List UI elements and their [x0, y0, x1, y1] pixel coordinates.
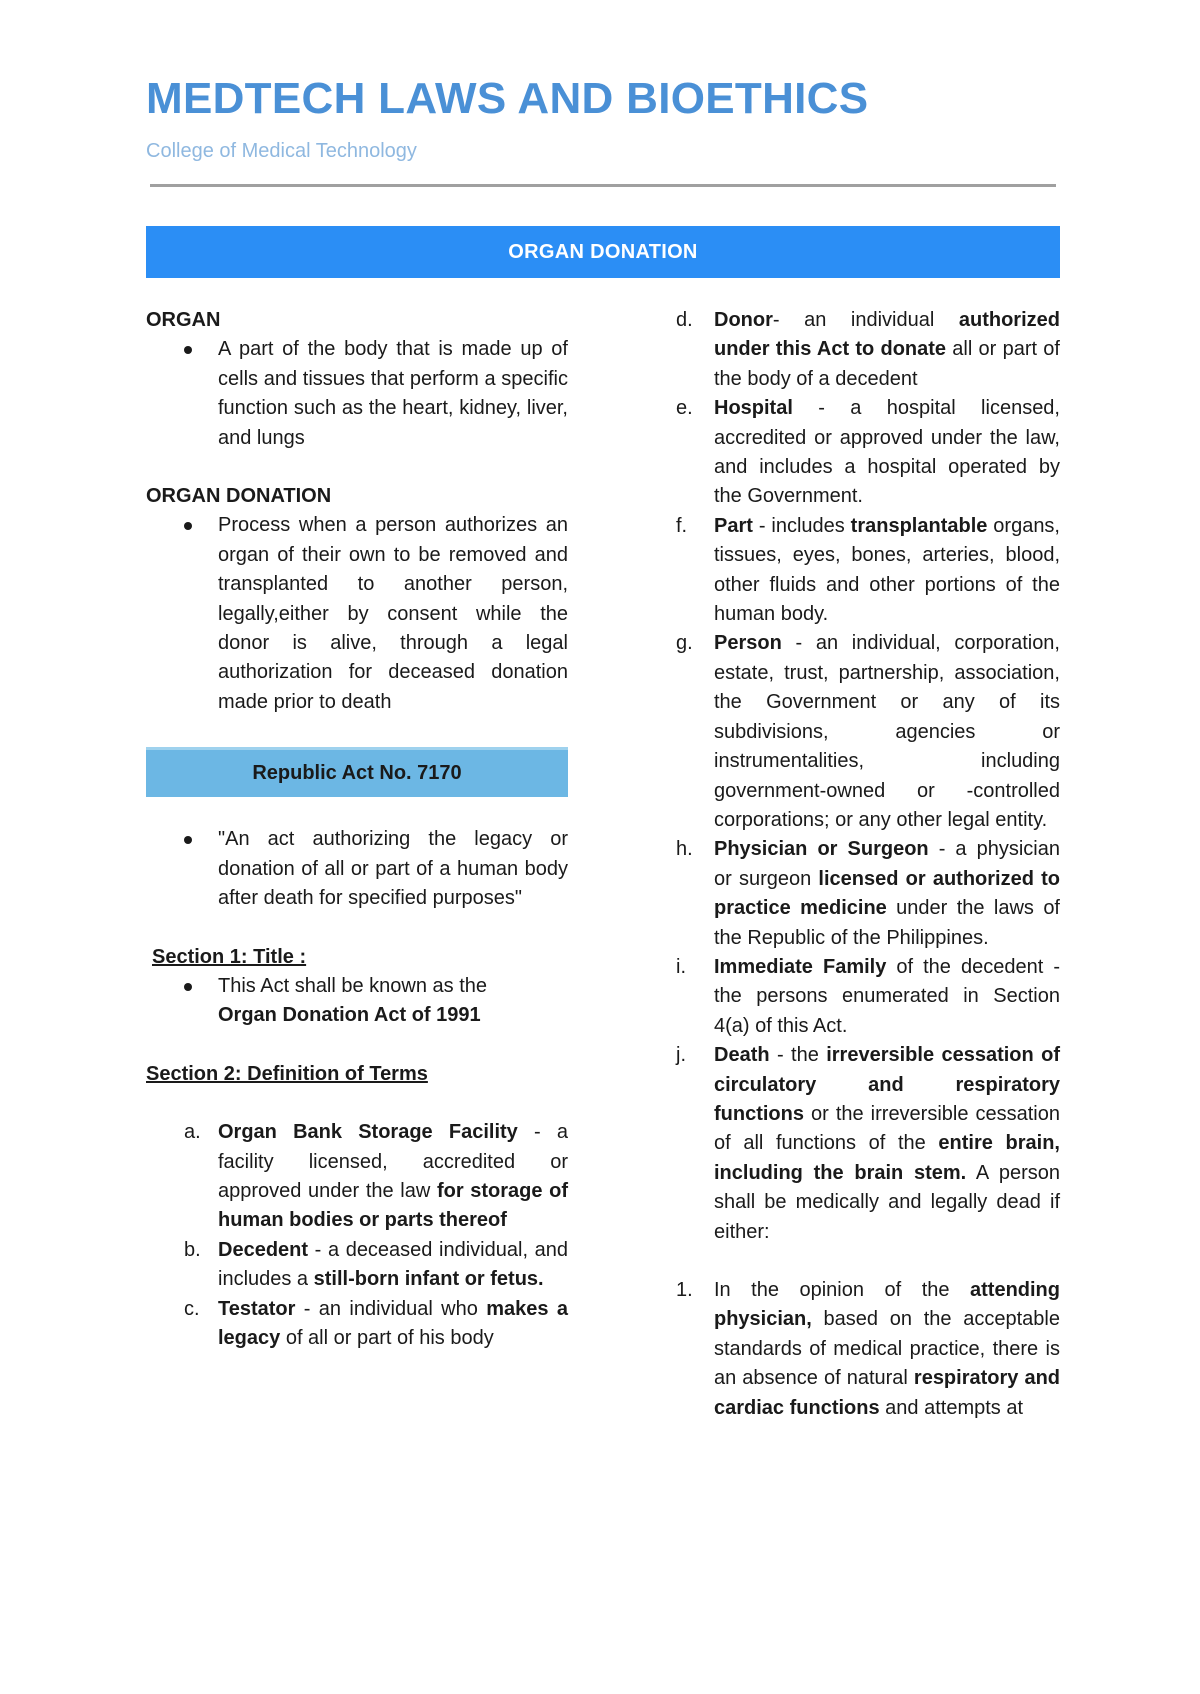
term-item: g. Person - an individual, corporation, estate, trust, partnership, association, the Government or any of its subdivisions, agencies or instrumentalities, including government-owned or -controlled corporations; or any other legal entity.	[676, 632, 1060, 831]
organ-donation-heading: ORGAN DONATION	[146, 485, 332, 508]
republic-act-quote: "An act authorizing the legacy or donation of all or part of a human body after death for specified purposes"	[146, 825, 568, 913]
term-item: h. Physician or Surgeon - a physician or surgeon licensed or authorized to practice medicine under the laws of the Republic of the Philippines.	[676, 838, 1060, 949]
section-1-text: This Act shall be known as the Organ Donation Act of 1991	[146, 972, 568, 1031]
bullet-icon	[184, 522, 192, 530]
section-banner: ORGAN DONATION	[146, 226, 1060, 278]
left-column	[146, 306, 568, 1353]
organ-heading: ORGAN	[146, 309, 221, 331]
term-item: a. Organ Bank Storage Facility - a facility licensed, accredited or approved under the law for storage of human bodies or parts thereof	[184, 1121, 569, 1232]
document-subtitle: College of Medical Technology	[146, 140, 417, 162]
section-2-title: Section 2: Definition of Terms	[146, 1062, 428, 1085]
term-item: c. Testator - an individual who makes a legacy of all or part of his body	[184, 1297, 568, 1349]
organ-donation-definition: Process when a person authorizes an organ of their own to be removed and transplanted to another person, legally,either by consent while the donor is alive, through a legal authorization for deceased donation made prior to death	[146, 511, 568, 717]
bullet-icon	[184, 346, 192, 354]
section-1-title: Section 1: Title :	[152, 945, 307, 968]
right-column	[676, 306, 1060, 1423]
term-item: j. Death - the irreversible cessation of circulatory and respiratory functions or the irreversible cessation of all functions of the entire brain, including the brain stem. A person shall be medically and legally dead if either:	[676, 1044, 1060, 1243]
term-item: e. Hospital - a hospital licensed, accredited or approved under the law, and includes a hospital operated by the Government.	[676, 397, 1060, 508]
bullet-icon	[184, 983, 192, 991]
numbered-item: 1. In the opinion of the attending physician, based on the acceptable standards of medical practice, there is an absence of natural respiratory and cardiac functions and attempts at	[676, 1279, 1061, 1419]
republic-act-banner: Republic Act No. 7170	[146, 747, 568, 797]
term-item: f. Part - includes transplantable organs, tissues, eyes, bones, arteries, blood, other fluids and other portions of the human body.	[676, 514, 1060, 626]
term-item: d. Donor- an individual authorized under this Act to donate all or part of the body of a decedent	[676, 309, 1060, 390]
term-item: i. Immediate Family of the decedent - the persons enumerated in Section 4(a) of this Act.	[676, 955, 1060, 1037]
term-item: b. Decedent - a deceased individual, and includes a still-born infant or fetus.	[184, 1238, 568, 1291]
header-divider	[150, 184, 1056, 187]
bullet-icon	[184, 836, 192, 844]
organ-definition: A part of the body that is made up of cells and tissues that perform a specific function such as the heart, kidney, liver, and lungs	[146, 335, 568, 453]
document-title: MEDTECH LAWS AND BIOETHICS	[146, 74, 869, 123]
